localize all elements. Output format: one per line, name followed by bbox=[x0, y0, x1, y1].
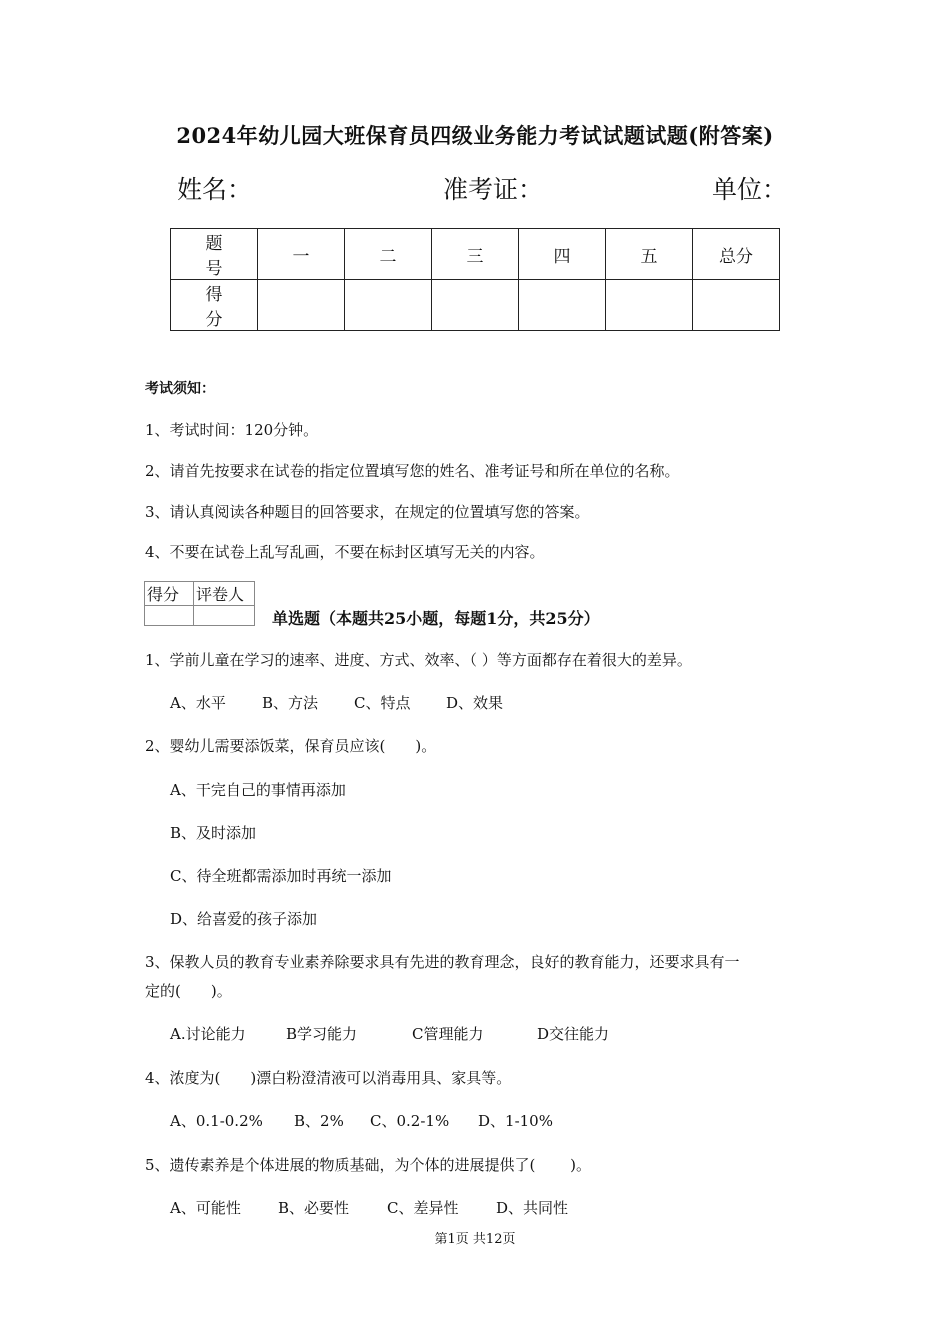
question-option: B、方法 bbox=[262, 694, 319, 712]
question-option: C、特点 bbox=[354, 694, 411, 712]
score-table-header-label: 题 号 bbox=[171, 229, 258, 280]
question-stem: 4、浓度为( )漂白粉澄清液可以消毒用具、家具等。 bbox=[145, 1069, 512, 1087]
section-heading: 单选题（本题共25小题，每题1分，共25分） bbox=[272, 609, 600, 628]
exam-id-label: 准考证： bbox=[443, 175, 544, 204]
notice-item: 4、不要在试卷上乱写乱画，不要在标封区填写无关的内容。 bbox=[145, 543, 545, 561]
grader-score-label: 得分 bbox=[145, 582, 194, 606]
question-option: D、效果 bbox=[446, 694, 504, 712]
score-table-header-cell: 总分 bbox=[693, 229, 780, 280]
question-option: A、0.1-0.2% bbox=[170, 1112, 263, 1130]
score-cell[interactable] bbox=[519, 280, 606, 331]
question-option: A.讨论能力 bbox=[170, 1025, 246, 1043]
grader-name-label: 评卷人 bbox=[194, 582, 255, 606]
question-option: B、及时添加 bbox=[170, 824, 257, 842]
score-cell[interactable] bbox=[345, 280, 432, 331]
document-title: 2024年幼儿园大班保育员四级业务能力考试试题试题(附答案) bbox=[176, 123, 774, 148]
question-stem: 2、婴幼儿需要添饭菜，保育员应该( )。 bbox=[145, 737, 437, 755]
question-option: B、必要性 bbox=[278, 1199, 350, 1217]
score-cell[interactable] bbox=[693, 280, 780, 331]
score-table-header-cell: 五 bbox=[606, 229, 693, 280]
question-option: D交往能力 bbox=[537, 1025, 610, 1043]
score-table-header-cell: 一 bbox=[258, 229, 345, 280]
score-table-score-row bbox=[171, 280, 780, 331]
question-option: D、给喜爱的孩子添加 bbox=[170, 910, 318, 928]
score-table-header-row bbox=[171, 229, 780, 280]
notice-title: 考试须知： bbox=[145, 381, 215, 397]
question-stem-continued: 定的( )。 bbox=[145, 982, 232, 1000]
question-option: B、2% bbox=[294, 1112, 344, 1130]
notice-item: 3、请认真阅读各种题目的回答要求，在规定的位置填写您的答案。 bbox=[145, 503, 590, 521]
score-cell[interactable] bbox=[432, 280, 519, 331]
name-label: 姓名： bbox=[177, 175, 253, 204]
question-option: D、1-10% bbox=[478, 1112, 553, 1130]
question-option: C、待全班都需添加时再统一添加 bbox=[170, 867, 392, 885]
notice-item: 2、请首先按要求在试卷的指定位置填写您的姓名、准考证号和所在单位的名称。 bbox=[145, 462, 680, 480]
score-table-header-cell: 二 bbox=[345, 229, 432, 280]
score-row-label: 得 分 bbox=[171, 280, 258, 331]
grader-box bbox=[144, 581, 255, 626]
question-option: C、0.2-1% bbox=[370, 1112, 450, 1130]
question-option: D、共同性 bbox=[496, 1199, 569, 1217]
question-stem: 5、遗传素养是个体进展的物质基础，为个体的进展提供了( )。 bbox=[145, 1156, 592, 1174]
question-option: C、差异性 bbox=[387, 1199, 459, 1217]
score-table bbox=[170, 228, 780, 331]
question-option: A、干完自己的事情再添加 bbox=[170, 781, 346, 799]
notice-item: 1、考试时间：120分钟。 bbox=[145, 421, 319, 439]
question-option: C管理能力 bbox=[412, 1025, 484, 1043]
grader-score-cell[interactable] bbox=[145, 606, 194, 626]
question-option: A、可能性 bbox=[170, 1199, 241, 1217]
grader-name-cell[interactable] bbox=[194, 606, 255, 626]
score-cell[interactable] bbox=[606, 280, 693, 331]
score-table-header-cell: 四 bbox=[519, 229, 606, 280]
question-stem: 3、保教人员的教育专业素养除要求具有先进的教育理念，良好的教育能力，还要求具有一 bbox=[145, 953, 740, 971]
page-footer: 第1页 共12页 bbox=[434, 1232, 516, 1247]
question-option: B学习能力 bbox=[286, 1025, 358, 1043]
score-cell[interactable] bbox=[258, 280, 345, 331]
score-table-header-cell: 三 bbox=[432, 229, 519, 280]
unit-label: 单位： bbox=[712, 175, 788, 204]
question-stem: 1、学前儿童在学习的速率、进度、方式、效率、（ ）等方面都存在着很大的差异。 bbox=[145, 651, 692, 669]
question-option: A、水平 bbox=[170, 694, 226, 712]
